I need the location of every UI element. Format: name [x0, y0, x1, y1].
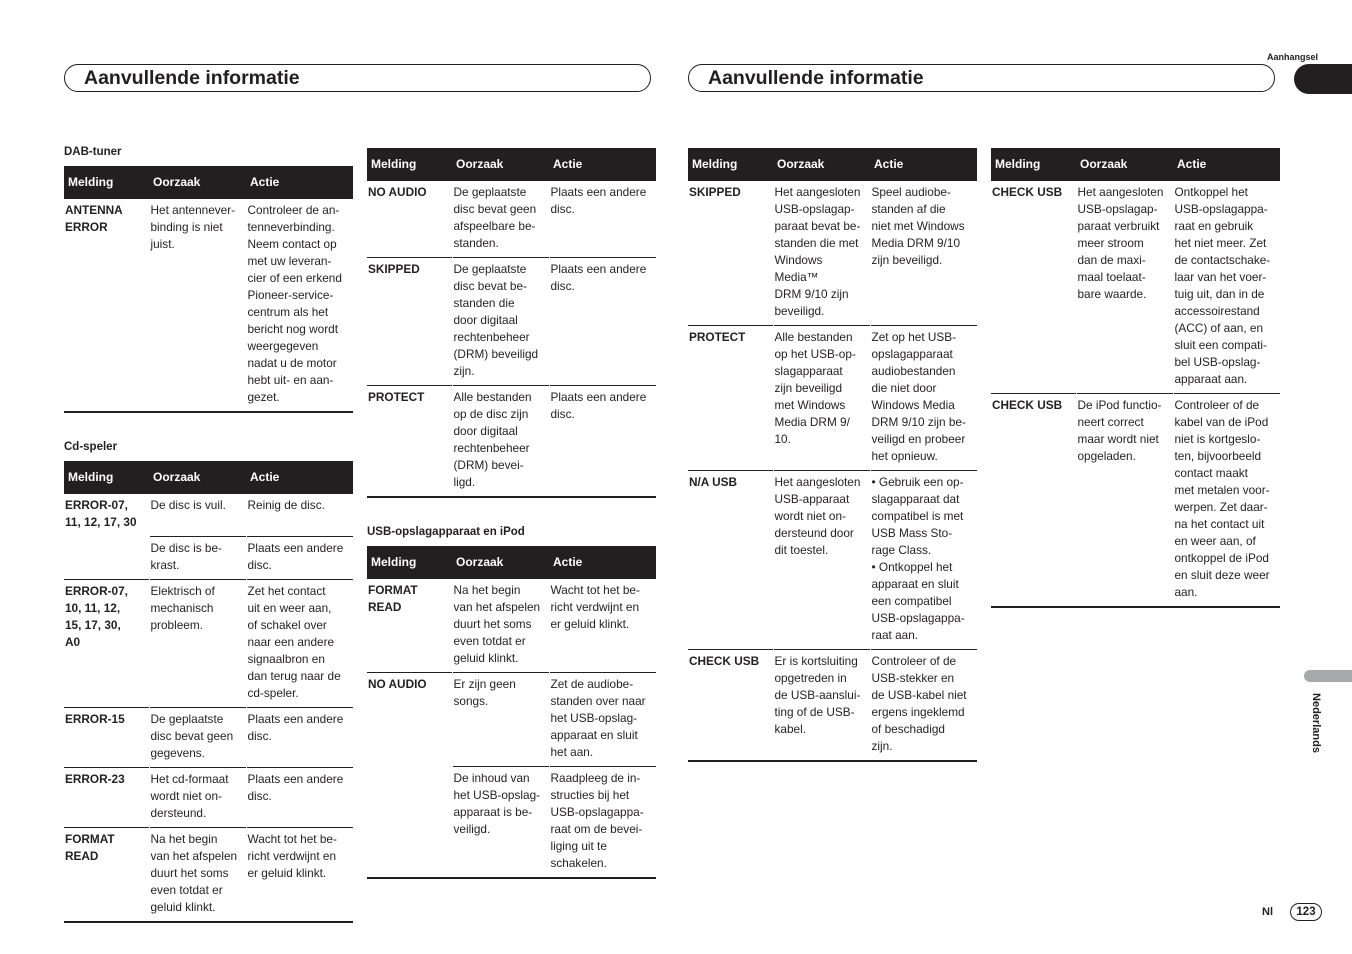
cause-cell: Er zijn geen songs. — [452, 673, 549, 767]
cause-cell: Na het begin van het afspelen duurt het soms even totdat er geluid klinkt. — [149, 827, 246, 922]
action-cell: Plaats een andere disc. — [549, 258, 656, 386]
action-cell: Wacht tot het be- richt verdwijnt en er geluid klinkt. — [549, 579, 656, 673]
col-header-cause: Oorzaak — [773, 148, 870, 181]
table-row — [64, 579, 353, 707]
section-heading-dab: DAB-tuner — [64, 146, 122, 158]
message-cell: N/A USB — [688, 471, 773, 650]
table-usb-continued — [688, 148, 977, 762]
message-cell — [367, 767, 452, 879]
section-heading-cd: Cd-speler — [64, 441, 118, 453]
action-cell: Controleer of de kabel van de iPod niet is kortgeslo- ten, bijvoorbeeld contact maakt met metalen voor- werpen. Zet daar- na het contact uit en weer aan, of ontkoppel de iPod en sluit deze weer aan. — [1173, 394, 1280, 608]
table-cd-continued — [367, 148, 656, 498]
cause-cell: Er is kortsluiting opgetreden in de USB-aanslui- ting of de USB- kabel. — [773, 650, 870, 762]
table-row — [367, 181, 656, 258]
action-cell: Speel audiobe- standen af die niet met Windows Media DRM 9/10 zijn beveiligd. — [870, 181, 977, 326]
table-row — [367, 579, 656, 673]
cause-cell: Het antennever- binding is niet juist. — [149, 199, 246, 413]
col-header-cause: Oorzaak — [149, 461, 246, 494]
table-row — [367, 767, 656, 879]
page-title-right — [688, 64, 1275, 92]
action-cell: Plaats een andere disc. — [246, 707, 353, 767]
cause-cell: Het aangesloten USB-opslagap- paraat verbruikt meer stroom dan de maxi- maal toelaat- bare waarde. — [1076, 181, 1173, 394]
col-header-message: Melding — [991, 148, 1076, 181]
action-cell: Reinig de disc. — [246, 494, 353, 537]
column-2 — [367, 148, 656, 879]
col-header-message: Melding — [367, 148, 452, 181]
action-cell: Controleer de an- tenneverbinding. Neem contact op met uw leveran- cier of een erkend Pioneer-service- centrum als het bericht nog wordt weergegeven nadat u de motor hebt uit- en aan- gezet. — [246, 199, 353, 413]
cause-cell: De inhoud van het USB-opslag- apparaat is be- veiligd. — [452, 767, 549, 879]
message-cell: NO AUDIO — [367, 673, 452, 767]
table-row — [64, 827, 353, 922]
cause-cell: Het aangesloten USB-opslagap- paraat bevat be- standen die met Windows Media™ DRM 9/10 zijn beveiligd. — [773, 181, 870, 326]
col-header-message: Melding — [367, 546, 452, 579]
table-row — [688, 326, 977, 471]
cause-cell: De geplaatste disc bevat be- standen die door digitaal rechtenbeheer (DRM) beveiligd zijn. — [452, 258, 549, 386]
table-row — [688, 650, 977, 762]
table-row — [991, 394, 1280, 608]
page-title-left — [64, 64, 651, 92]
message-cell: ANTENNA ERROR — [64, 199, 149, 413]
col-header-message: Melding — [688, 148, 773, 181]
cause-cell: Elektrisch of mechanisch probleem. — [149, 579, 246, 707]
table-cd — [64, 461, 353, 923]
column-3 — [688, 148, 977, 762]
table-row — [64, 494, 353, 537]
message-cell: ERROR-15 — [64, 707, 149, 767]
action-cell: Wacht tot het be- richt verdwijnt en er geluid klinkt. — [246, 827, 353, 922]
message-cell: FORMAT READ — [367, 579, 452, 673]
col-header-action: Actie — [246, 461, 353, 494]
language-vertical-label: Nederlands — [1310, 693, 1322, 753]
table-row — [367, 258, 656, 386]
table-row — [688, 181, 977, 326]
table-row — [991, 181, 1280, 394]
action-cell: Plaats een andere disc. — [246, 536, 353, 579]
section-heading-usb: USB-opslagapparaat en iPod — [367, 526, 525, 538]
message-cell: ERROR-07, 11, 12, 17, 30 — [64, 494, 149, 537]
message-cell: ERROR-23 — [64, 767, 149, 827]
section-tab-marker — [1294, 64, 1352, 94]
table-row — [367, 673, 656, 767]
cause-cell: De disc is vuil. — [149, 494, 246, 537]
cause-cell: Alle bestanden op de disc zijn door digitaal rechtenbeheer (DRM) bevei- ligd. — [452, 386, 549, 498]
cause-cell: De iPod functio- neert correct maar wordt niet opgeladen. — [1076, 394, 1173, 608]
table-row — [367, 386, 656, 498]
page-number: 123 — [1290, 903, 1322, 921]
cause-cell: Na het begin van het afspelen duurt het soms even totdat er geluid klinkt. — [452, 579, 549, 673]
col-header-action: Actie — [1173, 148, 1280, 181]
message-cell: CHECK USB — [991, 181, 1076, 394]
action-cell: • Gebruik een op- slagapparaat dat compatibel is met USB Mass Sto- rage Class. • Ontkoppel het apparaat en sluit een compatibel USB-opslagappa- raat aan. — [870, 471, 977, 650]
action-cell: Plaats een andere disc. — [549, 386, 656, 498]
table-usb — [367, 546, 656, 879]
message-cell: PROTECT — [367, 386, 452, 498]
table-row — [64, 707, 353, 767]
col-header-cause: Oorzaak — [452, 148, 549, 181]
cause-cell: De geplaatste disc bevat geen afspeelbare be- standen. — [452, 181, 549, 258]
table-row — [64, 767, 353, 827]
action-cell: Plaats een andere disc. — [246, 767, 353, 827]
col-header-action: Actie — [549, 148, 656, 181]
col-header-cause: Oorzaak — [1076, 148, 1173, 181]
message-cell: NO AUDIO — [367, 181, 452, 258]
col-header-action: Actie — [870, 148, 977, 181]
col-header-cause: Oorzaak — [149, 166, 246, 199]
message-cell: ERROR-07, 10, 11, 12, 15, 17, 30, A0 — [64, 579, 149, 707]
table-row — [64, 199, 353, 413]
section-label: Aanhangsel — [1267, 52, 1319, 62]
page-title-right-text: Aanvullende informatie — [708, 67, 924, 89]
col-header-cause: Oorzaak — [452, 546, 549, 579]
table-row — [688, 471, 977, 650]
message-cell: FORMAT READ — [64, 827, 149, 922]
page-title-left-text: Aanvullende informatie — [84, 67, 300, 89]
action-cell: Zet de audiobe- standen over naar het USB-opslag- apparaat en sluit het aan. — [549, 673, 656, 767]
message-cell: CHECK USB — [688, 650, 773, 762]
action-cell: Ontkoppel het USB-opslagappa- raat en gebruik het niet meer. Zet de contactschake- laar van het voer- tuig uit, dan in de accessoirestand (ACC) of aan, en sluit een compati- bel USB-opslag- apparaat aan. — [1173, 181, 1280, 394]
message-cell: CHECK USB — [991, 394, 1076, 608]
action-cell: Plaats een andere disc. — [549, 181, 656, 258]
cause-cell: Alle bestanden op het USB-op- slagapparaat zijn beveiligd met Windows Media DRM 9/ 10. — [773, 326, 870, 471]
action-cell: Controleer of de USB-stekker en de USB-kabel niet ergens ingeklemd of beschadigd zijn. — [870, 650, 977, 762]
message-cell: SKIPPED — [688, 181, 773, 326]
table-dab — [64, 166, 353, 413]
message-cell: PROTECT — [688, 326, 773, 471]
col-header-message: Melding — [64, 166, 149, 199]
action-cell: Zet het contact uit en weer aan, of schakel over naar een andere signaalbron en dan terug naar de cd-speler. — [246, 579, 353, 707]
action-cell: Raadpleeg de in- structies bij het USB-opslagappa- raat om de bevei- liging uit te schakelen. — [549, 767, 656, 879]
message-cell — [64, 536, 149, 579]
table-usb-continued-2 — [991, 148, 1280, 608]
cause-cell: Het cd-formaat wordt niet on- dersteund. — [149, 767, 246, 827]
col-header-action: Actie — [549, 546, 656, 579]
cause-cell: De disc is be- krast. — [149, 536, 246, 579]
cause-cell: De geplaatste disc bevat geen gegevens. — [149, 707, 246, 767]
column-4 — [991, 148, 1280, 608]
action-cell: Zet op het USB- opslagapparaat audiobestanden die niet door Windows Media DRM 9/10 zijn be- veiligd en probeer het opnieuw. — [870, 326, 977, 471]
cause-cell: Het aangesloten USB-apparaat wordt niet on- dersteund door dit toestel. — [773, 471, 870, 650]
table-row — [64, 536, 353, 579]
col-header-action: Actie — [246, 166, 353, 199]
language-code: Nl — [1262, 906, 1273, 918]
message-cell: SKIPPED — [367, 258, 452, 386]
col-header-message: Melding — [64, 461, 149, 494]
column-1 — [64, 146, 353, 923]
